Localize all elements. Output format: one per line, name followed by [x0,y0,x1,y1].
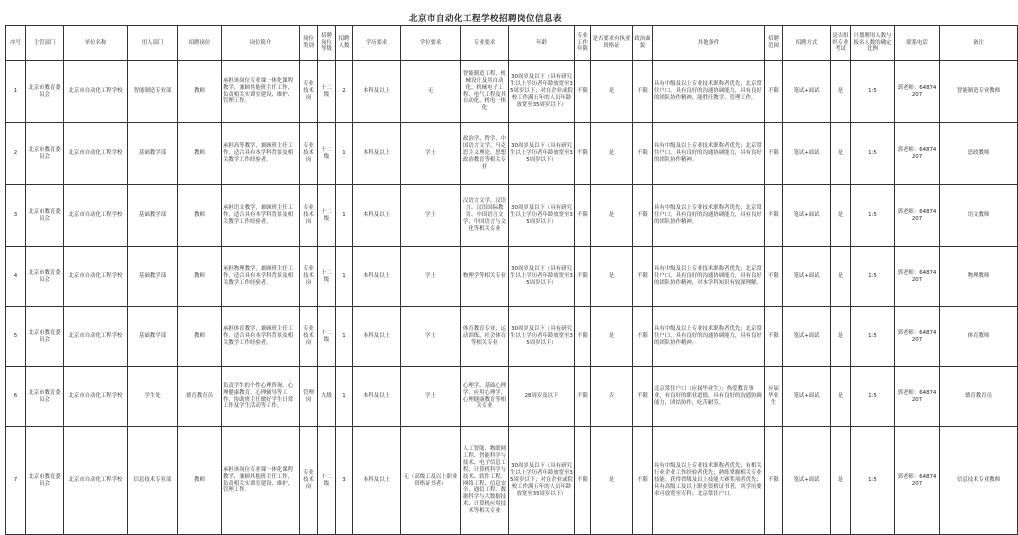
cell-major: 心理学、基础心理学、应用心理学、心理健康教育等相关专业 [461,367,509,427]
table-row [6,367,1018,427]
table-row [6,307,1018,367]
header-cell: 年龄 [509,26,575,61]
header-cell: 专业工作年限 [575,26,591,61]
cell-scope: 不限 [765,427,783,535]
cell-user-dept: 基础教学部 [128,247,178,307]
cell-user-dept: 基础教学部 [128,123,178,185]
cell-grade: 十二级 [318,185,336,247]
cell-intro: 承担体育教学，兼顾班主任工作，适合具有本学科背景及相关教学工作经验者。 [222,307,300,367]
cell-unit: 北京市自动化工程学校 [64,123,128,185]
cell-degree: 无（高级工及以上职业资格证书者） [401,427,461,535]
cell-post: 教师 [178,307,222,367]
cell-grade: 十二级 [318,123,336,185]
cell-scope: 不限 [765,123,783,185]
cell-category: 专业技术岗 [300,307,318,367]
cell-degree: 无 [401,61,461,123]
cell-politics: 不限 [633,367,653,427]
header-row [6,26,1018,61]
cell-exam: 是 [831,367,851,427]
header-cell: 备注 [940,26,1018,61]
cell-politics: 不限 [633,123,653,185]
cell-method: 笔试+面试 [783,123,831,185]
cell-user-dept: 基础教学部 [128,185,178,247]
cell-intro: 承担该岗位专业课一体化课程教学，兼顾其他班主任工作，负责相关实训室建设、维护、管理工作。 [222,427,300,535]
cell-phone: 郭老师：64874207 [895,427,940,535]
header-cell: 联系电话 [895,26,940,61]
cell-exam: 是 [831,123,851,185]
row-number: 3 [6,185,26,247]
cell-scope: 不限 [765,61,783,123]
cell-politics: 不限 [633,185,653,247]
cell-unit: 北京市自动化工程学校 [64,247,128,307]
row-number: 2 [6,123,26,185]
cell-post: 教师 [178,247,222,307]
cell-certificate: 是 [591,185,633,247]
table-row [6,61,1018,123]
cell-major: 汉语言文学、汉语言、汉语国际教育、中国语言文学、中国语言与文化等相关专业 [461,185,509,247]
header-cell: 招聘岗位等级 [318,26,336,61]
cell-education: 本科及以上 [353,61,401,123]
cell-scope: 应届毕业生 [765,367,783,427]
cell-post: 教师 [178,427,222,535]
cell-education: 本科及以上 [353,123,401,185]
table-row [6,247,1018,307]
cell-intro: 承担高等教学，兼顾班主任工作，适合具有本学科背景及相关教学工作经验者。 [222,123,300,185]
cell-post: 教师 [178,123,222,185]
header-cell: 专业要求 [461,26,509,61]
cell-age: 30周岁及以下（具有研究生以上学历者年龄放宽至35周岁以下） [509,307,575,367]
cell-ratio: 1:5 [851,123,895,185]
cell-certificate: 否 [591,367,633,427]
cell-count: 1 [336,307,353,367]
header-cell: 是否组织专业考试 [831,26,851,61]
cell-politics: 不限 [633,307,653,367]
cell-remark: 语文教师 [940,185,1018,247]
cell-years: 不限 [575,367,591,427]
header-cell: 招聘岗位 [178,26,222,61]
cell-grade: 十二级 [318,247,336,307]
cell-count: 1 [336,367,353,427]
cell-unit: 北京市自动化工程学校 [64,307,128,367]
table-row [6,427,1018,535]
cell-count: 3 [336,427,353,535]
cell-method: 笔试+面试 [783,427,831,535]
cell-remark: 信息技术专业教师 [940,427,1018,535]
cell-post: 教师 [178,185,222,247]
header-cell: 岗位类别 [300,26,318,61]
cell-other: 具有中级及以上专业技术职称者优先；北京常住户口，具有良好的沟通协调能力，具有良好的团队协作精神，能胜任教学、管理工作。 [653,61,765,123]
cell-method: 笔试+面试 [783,185,831,247]
cell-post: 教师 [178,61,222,123]
cell-major: 人工智能、物联网工程、智能科学与技术、电子信息工程、计算机科学与技术、软件工程、网络工程、信息安全、通信工程、数据科学与大数据技术、计算机应用技术等相关专业 [461,427,509,535]
cell-years: 不限 [575,307,591,367]
cell-phone: 郭老师：64874207 [895,123,940,185]
cell-intro: 承担物理教学，兼顾班主任工作，适合具有本学科背景及相关教学工作经验者。 [222,247,300,307]
row-number: 4 [6,247,26,307]
cell-remark: 思政教师 [940,123,1018,185]
cell-degree: 学士 [401,307,461,367]
cell-years: 不限 [575,185,591,247]
cell-other: 具有中级及以上专业技术职称者优先；北京常住户口，具有良好的沟通协调能力，具有良好的团队协作精神。 [653,185,765,247]
cell-age: 30周岁及以下（具有研究生以上学历者年龄放宽至35周岁以下） [509,185,575,247]
cell-dept: 北京市教育委员会 [26,123,64,185]
cell-grade: 十二级 [318,307,336,367]
header-cell: 用人部门 [128,26,178,61]
cell-remark: 德育教育员 [940,367,1018,427]
cell-age: 30周岁及以下（具有研究生以上学历者年龄放宽至35周岁以下） [509,247,575,307]
cell-intro: 负责学生的个性心理咨询、心理健康教育、心理辅导等工作，协助班主任做好学生日常工作及学生活动等工作。 [222,367,300,427]
cell-other: 具有中级及以上专业技术职称者优先；北京常住户口，具有良好的沟通协调能力，具有良好的团队协作精神。 [653,123,765,185]
cell-phone: 郭老师：64874207 [895,307,940,367]
row-number: 1 [6,61,26,123]
cell-user-dept: 信息技术专业部 [128,427,178,535]
cell-category: 专业技术岗 [300,185,318,247]
cell-post: 德育教育员 [178,367,222,427]
cell-scope: 不限 [765,185,783,247]
cell-dept: 北京市教育委员会 [26,61,64,123]
cell-user-dept: 学生处 [128,367,178,427]
cell-exam: 是 [831,61,851,123]
header-cell: 其他条件 [653,26,765,61]
cell-category: 专业技术岗 [300,123,318,185]
cell-ratio: 1:5 [851,185,895,247]
cell-scope: 不限 [765,247,783,307]
cell-major: 智能制造工程、机械设计及其自动化、机械电子工程、电气工程及其自动化、机电一体化 [461,61,509,123]
cell-dept: 北京市教育委员会 [26,247,64,307]
cell-degree: 学士 [401,367,461,427]
header-cell: 学位要求 [401,26,461,61]
cell-age: 30周岁及以下（具有研究生以上学历者年龄放宽至35周岁以下） [509,123,575,185]
cell-exam: 是 [831,427,851,535]
header-cell: 招聘方式 [783,26,831,61]
header-cell: 主管部门 [26,26,64,61]
cell-phone: 郭老师：64874207 [895,247,940,307]
table-row [6,185,1018,247]
cell-years: 不限 [575,123,591,185]
cell-ratio: 1:5 [851,307,895,367]
cell-certificate: 是 [591,123,633,185]
cell-other: 具有中级及以上专业技术职称者优先；北京常住户口，具有良好的沟通协调能力，具有良好的团队协作精神。 [653,307,765,367]
cell-age: 28周岁及以下 [509,367,575,427]
cell-intro: 承担语文教学，兼顾班主任工作，适合具有本学科背景及相关教学工作经验者。 [222,185,300,247]
header-cell: 计划聘用人数与报名人数的确定比例 [851,26,895,61]
cell-scope: 不限 [765,307,783,367]
header-cell: 招聘人数 [336,26,353,61]
row-number: 6 [6,367,26,427]
cell-other: 北京常住户口（应届毕业生）；热爱教育事业，有良好的职业道德，具有良好的沟通协调能力，团结协作，吃苦耐劳。 [653,367,765,427]
header-cell: 是否要求有执业资格证 [591,26,633,61]
row-number: 5 [6,307,26,367]
cell-method: 笔试+面试 [783,247,831,307]
cell-certificate: 是 [591,307,633,367]
cell-remark: 物理教师 [940,247,1018,307]
cell-category: 专业技术岗 [300,247,318,307]
cell-grade: 十二级 [318,427,336,535]
cell-grade: 九级 [318,367,336,427]
cell-count: 1 [336,123,353,185]
cell-other: 具有中级及以上专业技术职称者优先；北京常住户口，具有良好的沟通协调能力，具有良好的团队协作精神，对本学科知识有较深理解。 [653,247,765,307]
cell-count: 2 [336,61,353,123]
cell-education: 本科及以上 [353,427,401,535]
cell-years: 不限 [575,247,591,307]
cell-degree: 学士 [401,123,461,185]
cell-unit: 北京市自动化工程学校 [64,367,128,427]
row-number: 7 [6,427,26,535]
recruitment-table [5,25,1018,535]
header-cell: 单位名称 [64,26,128,61]
cell-user-dept: 智能制造专业部 [128,61,178,123]
cell-major: 政治学、哲学、中国语言文学、马克思主义理论、思想政治教育等相关专业 [461,123,509,185]
cell-other: 具有中级及以上专业技术职称者优先；有相关行业企业工作经验者优先；熟练掌握相关专业技能；获得省级及以上技能大赛奖项者优先；具有高级工及以上职业资格证书者，其学历要求可放宽至专科；北京常住户口。 [653,427,765,535]
cell-dept: 北京市教育委员会 [26,185,64,247]
cell-phone: 郭老师：64874207 [895,61,940,123]
cell-degree: 学士 [401,185,461,247]
cell-phone: 郭老师：64874207 [895,367,940,427]
cell-politics: 不限 [633,247,653,307]
cell-exam: 是 [831,185,851,247]
cell-category: 管理岗 [300,367,318,427]
cell-years: 不限 [575,61,591,123]
cell-degree: 学士 [401,247,461,307]
cell-unit: 北京市自动化工程学校 [64,185,128,247]
cell-ratio: 1:5 [851,61,895,123]
cell-major: 体育教育专业、运动训练、社会体育等相关专业 [461,307,509,367]
cell-education: 本科及以上 [353,307,401,367]
cell-certificate: 是 [591,61,633,123]
cell-intro: 承担该岗位专业课一体化课程教学，兼顾其他班主任工作，负责相关实训室建设、维护、管理工作。 [222,61,300,123]
cell-ratio: 1:5 [851,367,895,427]
header-cell: 序号 [6,26,26,61]
cell-ratio: 1:5 [851,427,895,535]
cell-method: 笔试+面试 [783,367,831,427]
cell-politics: 不限 [633,427,653,535]
cell-education: 本科及以上 [353,367,401,427]
cell-exam: 是 [831,247,851,307]
cell-certificate: 是 [591,427,633,535]
cell-remark: 体育教师 [940,307,1018,367]
cell-politics: 不限 [633,61,653,123]
cell-certificate: 是 [591,247,633,307]
cell-dept: 北京市教育委员会 [26,307,64,367]
cell-count: 1 [336,247,353,307]
table-row [6,123,1018,185]
cell-user-dept: 基础教学部 [128,307,178,367]
cell-unit: 北京市自动化工程学校 [64,427,128,535]
cell-unit: 北京市自动化工程学校 [64,61,128,123]
cell-remark: 智能制造专业教师 [940,61,1018,123]
cell-method: 笔试+面试 [783,61,831,123]
cell-category: 专业技术岗 [300,427,318,535]
cell-ratio: 1:5 [851,247,895,307]
cell-category: 专业技术岗 [300,61,318,123]
cell-education: 本科及以上 [353,185,401,247]
cell-grade: 十二级 [318,61,336,123]
cell-method: 笔试+面试 [783,307,831,367]
header-cell: 政治面貌 [633,26,653,61]
header-cell: 招聘范围 [765,26,783,61]
header-cell: 岗位简介 [222,26,300,61]
header-cell: 学历要求 [353,26,401,61]
cell-years: 不限 [575,427,591,535]
cell-exam: 是 [831,307,851,367]
cell-dept: 北京市教育委员会 [26,427,64,535]
page-title: 北京市自动化工程学校招聘岗位信息表 [408,14,562,24]
cell-phone: 郭老师：64874207 [895,185,940,247]
cell-dept: 北京市教育委员会 [26,367,64,427]
cell-major: 物理学等相关专业 [461,247,509,307]
cell-age: 30周岁及以下（具有研究生以上学历者年龄放宽至35周岁以下；对在企业或院校工作满五年的人员年龄放宽至35周岁以下） [509,61,575,123]
cell-age: 30周岁及以下（具有研究生以上学历者年龄放宽至35周岁以下；对在企业或院校工作满五年的人员年龄放宽至35周岁以下） [509,427,575,535]
cell-education: 本科及以上 [353,247,401,307]
cell-count: 1 [336,185,353,247]
